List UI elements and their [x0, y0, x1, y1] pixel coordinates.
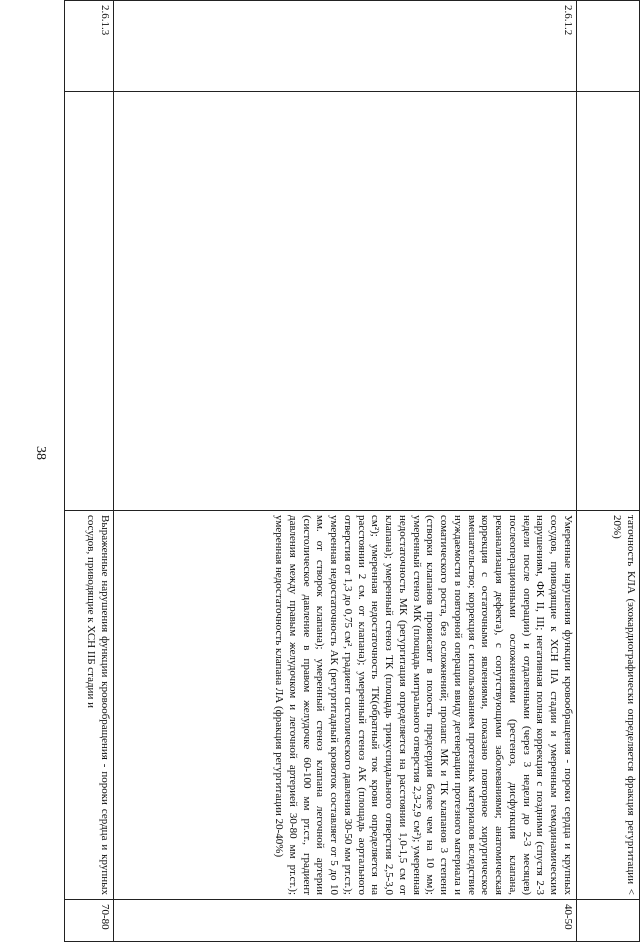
empty-cell: [577, 92, 640, 511]
empty-cell: [65, 92, 114, 511]
row-description: Умеренные нарушения функции кровообращения - пороки сердца и крупных сосудов, приводящие к ХСН IIА стадии и умеренным гемодинамическим нарушениям, ФК II, III; негативная полная коррекция с поздними (спустя 2-3 недели после операции) и отдаленными (через 3 недели до 2-3 месяцев) послеоперационными осложнениями (рестеноз, дисфункция клапана, реканализация дефекта), с сопутствующими заболеваниями; анатомическая коррекция с остаточными явлениями, показано повторное хирургическое вмешательство; коррекция с использованием протезных материалов вследствие нуждаемости в повторной операции ввиду дегенерации протезного материала и соматического роста, без осложнений; пролапс МК и ТК клапанов 3 степени (створки клапанов провисают в полость предсердия более чем на 10 мм); умеренный стеноз МК (площадь митрального отверстия 2,3-2,9 см²); умеренная недостаточность МК (регургитация определяется на расстоянии 1,0-1,5 см от клапана); умеренный стеноз ТК (площадь трикуспидального отверстия 2,5-3,0 см²); умеренная недостаточность ТК(обратный ток крови определяется на расстоянии 2 см. от клапана); умеренный стеноз АК (площадь аортального отверстия от 1,3 до 0,75 см², градиент систолического давления 30-50 мм рт.ст.); умеренная недостаточность АК (регургитадный кровоток составляет от 5 до 10 мм. от створок клапана); умеренный стеноз клапана легочной артерии (систолическое давление в правом желудочке 60-100 мм рт.ст., градиент давления между правым желудочком и легочной артерией 30-80 мм рт.ст.); умеренная недостаточность клапана ЛА (фракция регургитации 20-40%): [114, 511, 577, 900]
table-row: [577, 1, 640, 942]
empty-cell: [114, 92, 577, 511]
table-row: [65, 1, 114, 942]
page-number: 38: [33, 446, 48, 460]
row-score: [577, 900, 640, 942]
rotated-table-container: [80, 0, 640, 930]
table-row: [114, 1, 577, 942]
row-code: 2.6.1.2: [114, 1, 577, 92]
row-description: Выраженные нарушения функции кровообращения - пороки сердца и крупных сосудов, приводящие к ХСН IIБ стадии и: [65, 511, 114, 900]
row-score: 70-80: [65, 900, 114, 942]
row-code: 2.6.1.3: [65, 1, 114, 92]
row-description: таточность КЛА (эхокардиографически определяется фракция регургитации < 20%): [577, 511, 640, 900]
criteria-table: [64, 0, 640, 942]
row-code: [577, 1, 640, 92]
row-score: 40-50: [114, 900, 577, 942]
